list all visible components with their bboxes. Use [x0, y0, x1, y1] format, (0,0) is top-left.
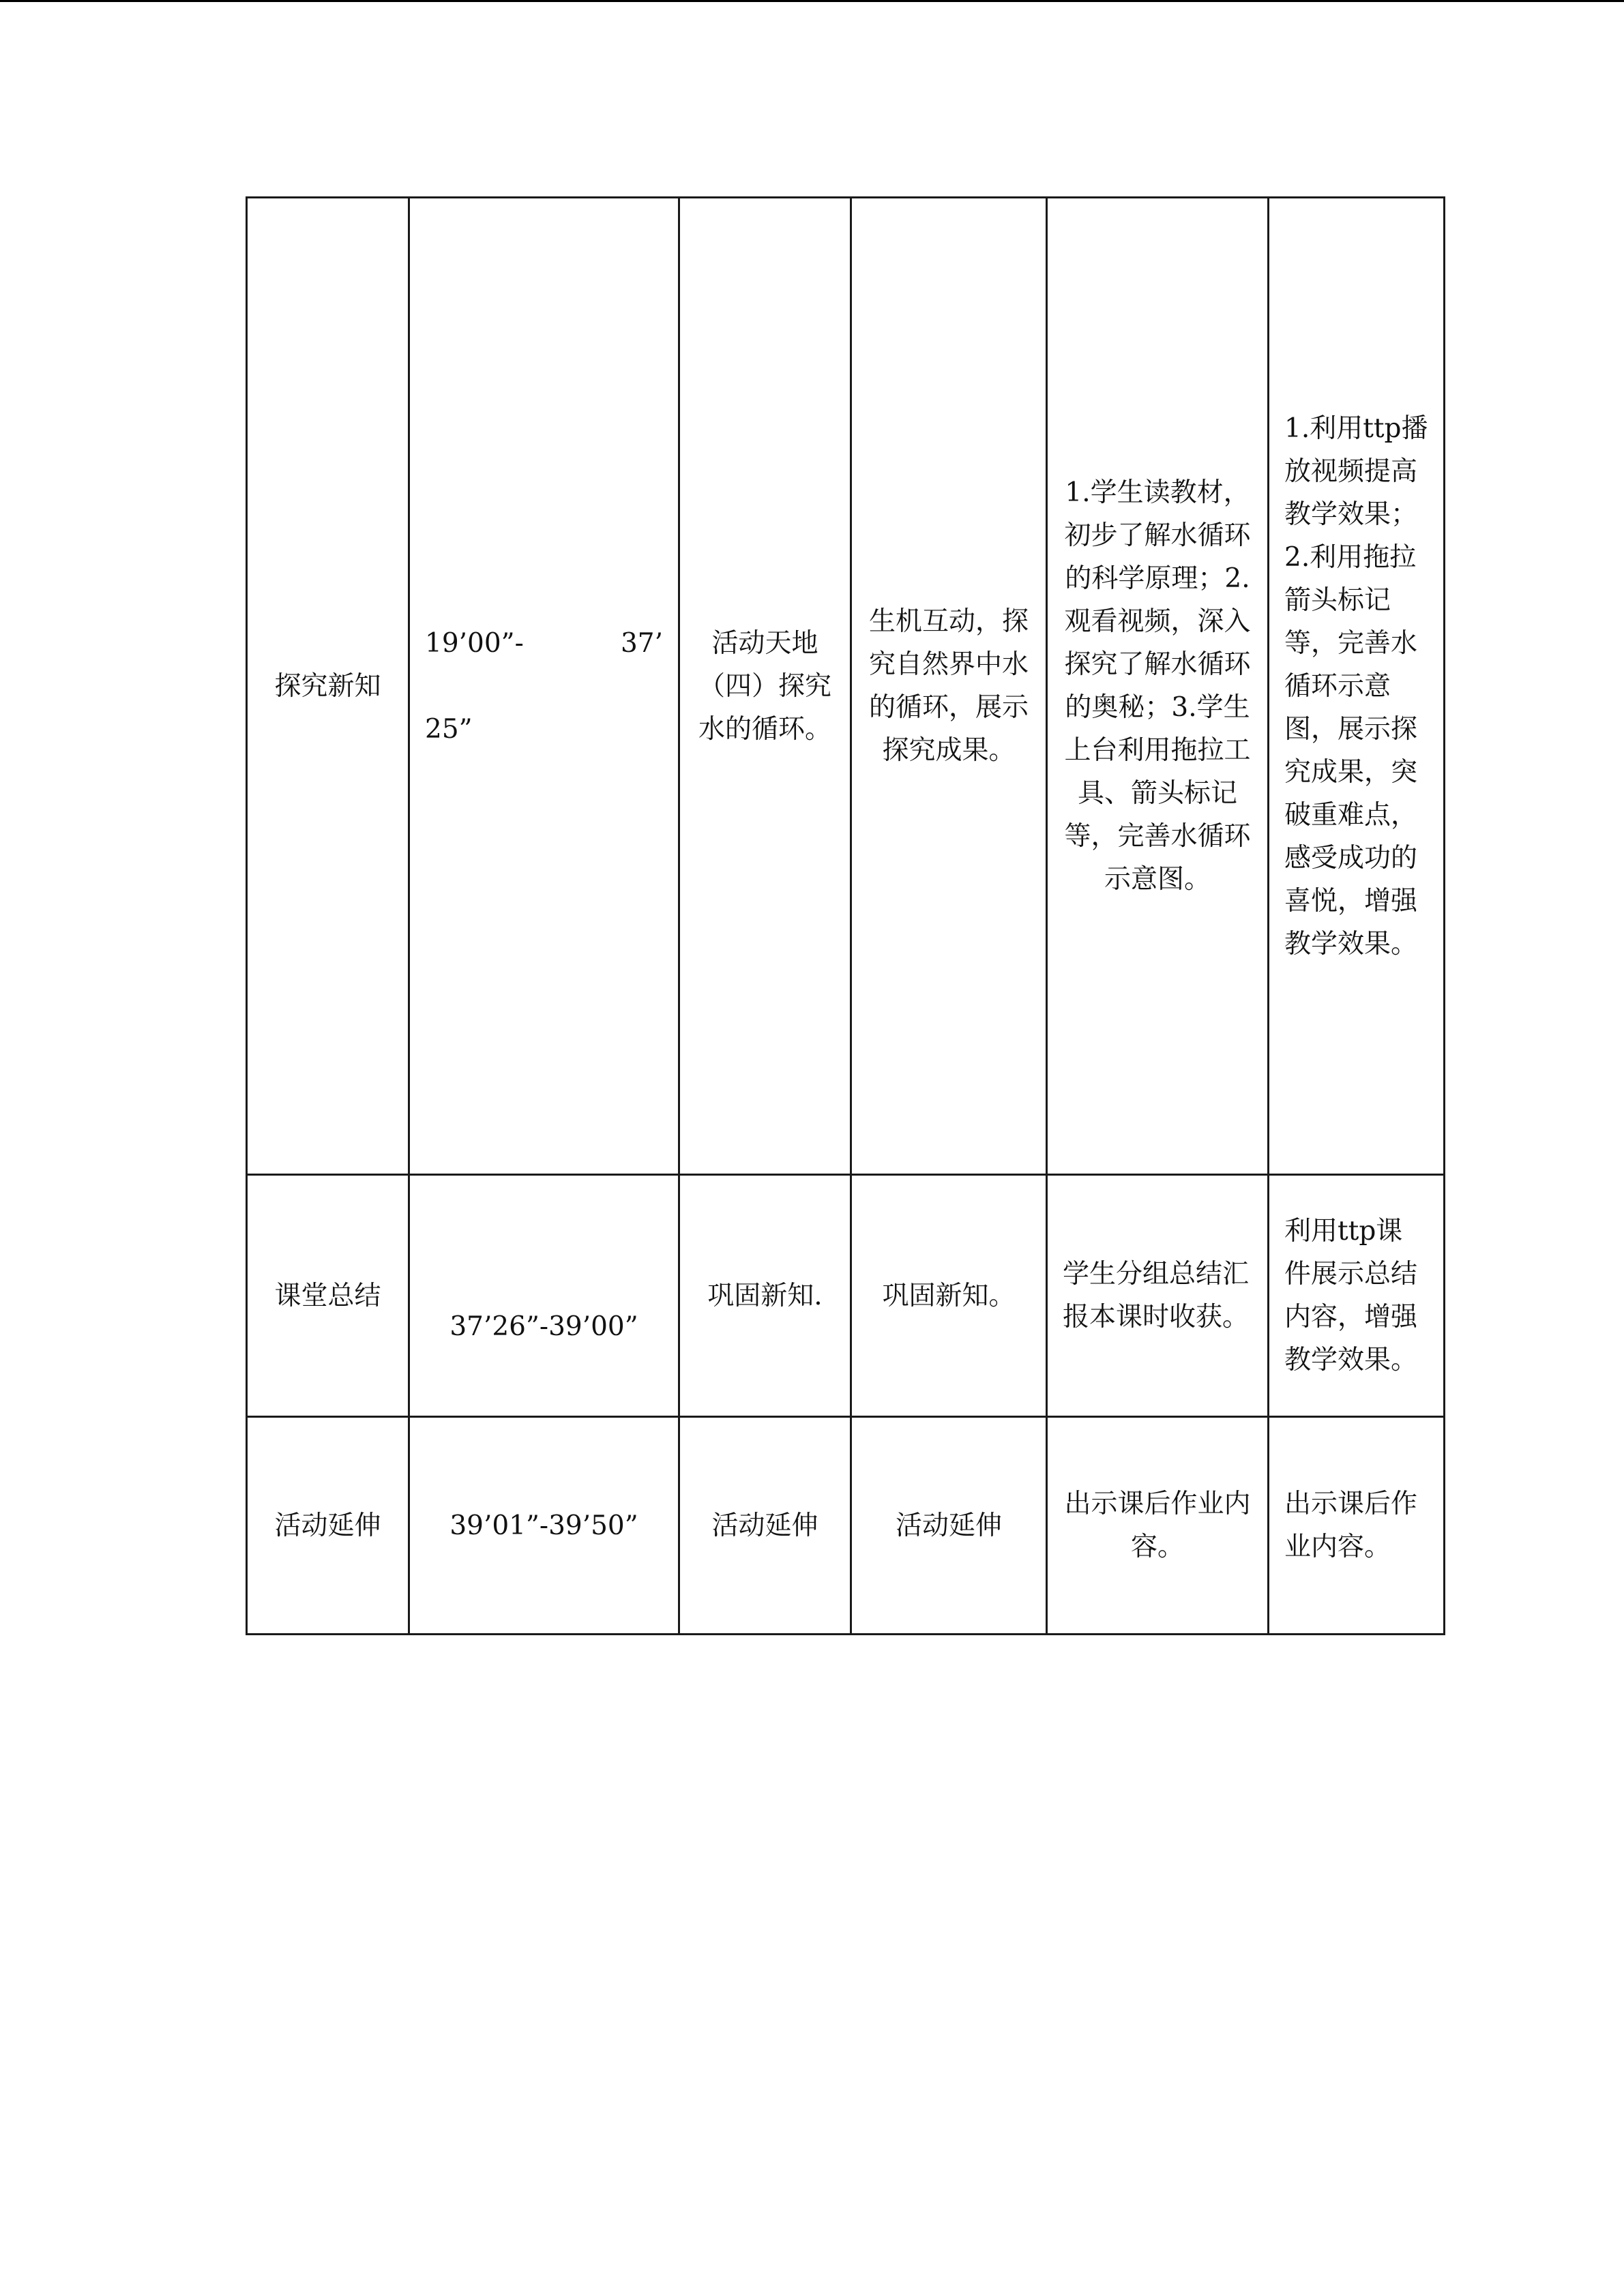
time-cell [409, 1175, 679, 1417]
method-cell: 巩固新知。 [851, 1175, 1047, 1417]
student-activity-cell: 1.学生读教材，初步了解水循环的科学原理；2.观看视频，深入探究了解水循环的奥秘；3.学生上台利用拖拉工具、箭头标记等，完善水循环示意图。 [1047, 198, 1269, 1175]
lesson-plan-table [246, 196, 1445, 1635]
tech-use-cell: 出示课后作业内容。 [1269, 1417, 1445, 1635]
tech-use-cell: 1.利用ttp播放视频提高教学效果；2.利用拖拉箭头标记等，完善水循环示意图，展示探究成果，突破重难点，感受成功的喜悦，增强教学效果。 [1269, 198, 1445, 1175]
tech-use-cell: 利用ttp课件展示总结内容，增强教学效果。 [1269, 1175, 1445, 1417]
content-cell: 活动天地（四）探究水的循环。 [679, 198, 851, 1175]
method-cell: 活动延伸 [851, 1417, 1047, 1635]
student-activity-cell: 学生分组总结汇报本课时收获。 [1047, 1175, 1269, 1417]
time-cell [409, 198, 679, 1175]
student-activity-cell: 出示课后作业内容。 [1047, 1417, 1269, 1635]
time-tail: 25” [425, 713, 473, 745]
stage-cell: 探究新知 [247, 198, 409, 1175]
time-cell: 39’01”-39’50” [409, 1417, 679, 1635]
time-end-part: 37’ [620, 627, 663, 659]
table-row-explore [247, 198, 1445, 1175]
table-row-extend [247, 1417, 1445, 1635]
stage-cell: 课堂总结 [247, 1175, 409, 1417]
time-range: 37’26”-39’00” [449, 1311, 638, 1342]
content-cell: 活动延伸 [679, 1417, 851, 1635]
stage-cell: 活动延伸 [247, 1417, 409, 1635]
time-start: 19’00”- [425, 627, 524, 659]
page-top-border [0, 0, 1624, 2]
table-row-summary [247, 1175, 1445, 1417]
method-cell: 生机互动，探究自然界中水的循环，展示探究成果。 [851, 198, 1047, 1175]
content-cell: 巩固新知. [679, 1175, 851, 1417]
